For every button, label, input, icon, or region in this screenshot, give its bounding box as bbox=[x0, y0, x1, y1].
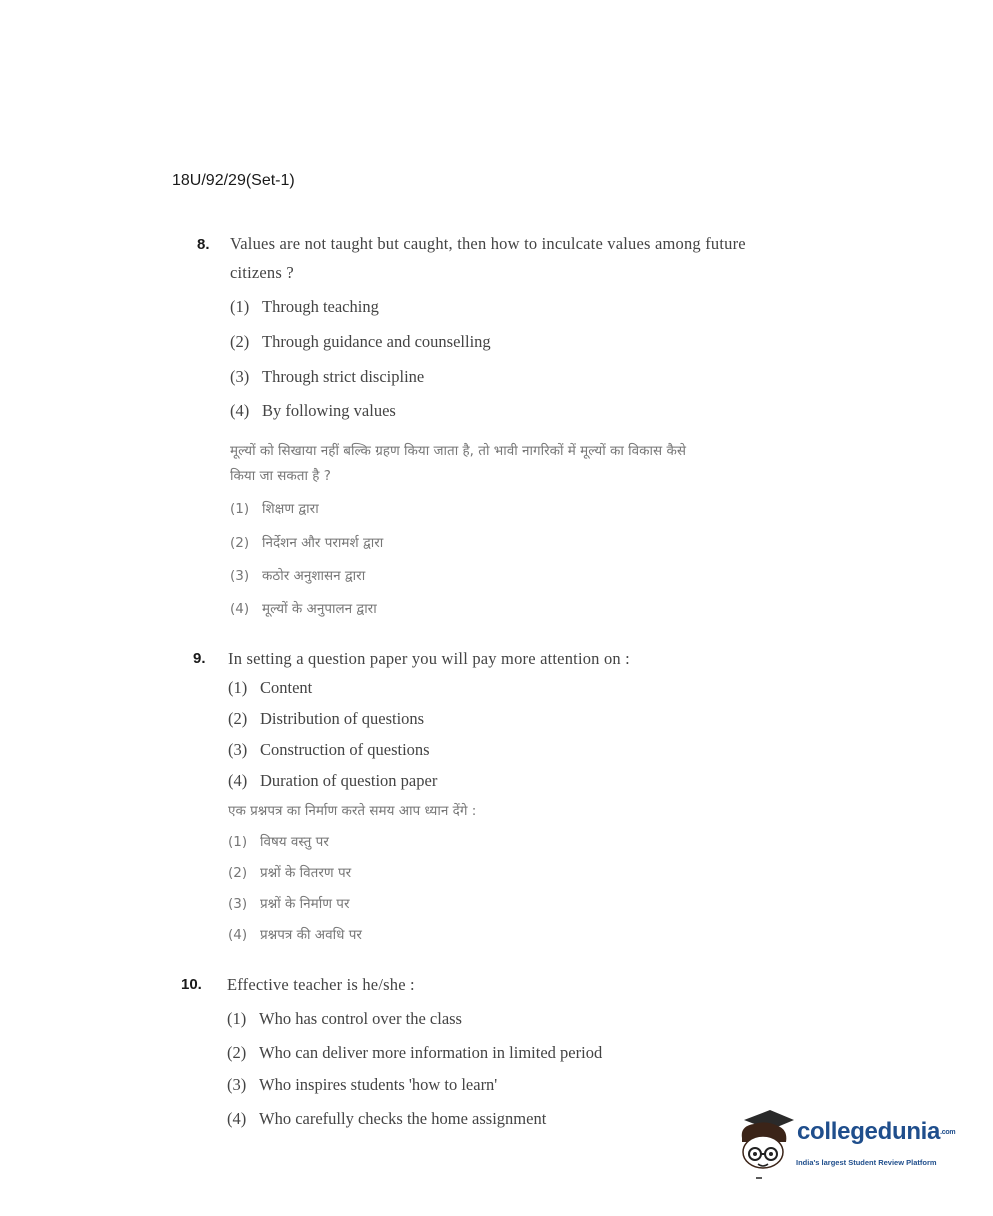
question-number: 9. bbox=[193, 650, 206, 667]
mascot-icon bbox=[736, 1108, 796, 1182]
option-text: विषय वस्तु पर bbox=[260, 834, 329, 850]
hindi-option bbox=[230, 499, 319, 517]
option bbox=[230, 332, 491, 352]
logo-brand: collegedunia bbox=[797, 1118, 941, 1145]
option bbox=[230, 297, 379, 317]
logo-wordmark bbox=[797, 1118, 955, 1146]
logo-tagline: India's largest Student Review Platform bbox=[796, 1158, 937, 1167]
option bbox=[227, 1009, 462, 1029]
option-text: Who carefully checks the home assignment bbox=[259, 1109, 547, 1128]
option-text: Who can deliver more information in limited period bbox=[259, 1043, 603, 1062]
option bbox=[227, 1075, 497, 1095]
hindi-question-line2: किया जा सकता है ? bbox=[230, 468, 331, 484]
option-number: (3) bbox=[228, 740, 248, 759]
question-text-line1: Effective teacher is he/she : bbox=[227, 975, 415, 994]
option-text: Content bbox=[260, 678, 313, 697]
question-text-line2: citizens ? bbox=[230, 263, 294, 282]
option-text: Through guidance and counselling bbox=[262, 332, 491, 351]
option-text: Through teaching bbox=[262, 297, 379, 316]
hindi-question-line1: एक प्रश्नपत्र का निर्माण करते समय आप ध्यान देंगे : bbox=[228, 803, 477, 819]
question-number: 10. bbox=[181, 976, 202, 993]
option-number: (1) bbox=[228, 678, 248, 697]
option bbox=[227, 1043, 602, 1063]
option-number: (4) bbox=[227, 1109, 247, 1128]
option-number: (2) bbox=[230, 332, 250, 351]
hindi-option bbox=[230, 566, 365, 584]
option-number: (4) bbox=[230, 401, 250, 420]
logo-suffix: .com bbox=[940, 1129, 956, 1137]
hindi-question-line1: मूल्यों को सिखाया नहीं बल्कि ग्रहण किया जाता है, तो भावी नागरिकों में मूल्यों का विकास कैसे bbox=[230, 443, 686, 459]
question-number: 8. bbox=[197, 236, 210, 253]
option-number: (4) bbox=[230, 601, 250, 617]
option bbox=[228, 771, 437, 791]
option bbox=[230, 367, 424, 387]
option-text: Who inspires students 'how to learn' bbox=[259, 1075, 498, 1094]
option-text: मूल्यों के अनुपालन द्वारा bbox=[262, 601, 377, 617]
option-text: By following values bbox=[262, 401, 396, 420]
question-text-line1: Values are not taught but caught, then how to inculcate values among future bbox=[230, 234, 746, 253]
option-number: (1) bbox=[227, 1009, 247, 1028]
option bbox=[228, 678, 312, 698]
option-number: (1) bbox=[230, 297, 250, 316]
paper-code: 18U/92/29(Set-1) bbox=[172, 172, 295, 189]
hindi-option bbox=[230, 599, 377, 617]
hindi-option bbox=[228, 863, 351, 881]
option-text: कठोर अनुशासन द्वारा bbox=[262, 568, 366, 584]
option-text: Construction of questions bbox=[260, 740, 430, 759]
option-number: (3) bbox=[228, 896, 248, 912]
option-text: शिक्षण द्वारा bbox=[262, 501, 319, 517]
question-text-line1: In setting a question paper you will pay more attention on : bbox=[228, 649, 630, 668]
option-text: Distribution of questions bbox=[260, 709, 425, 728]
option-text: प्रश्नों के वितरण पर bbox=[260, 865, 352, 881]
hindi-option bbox=[230, 533, 383, 551]
hindi-option bbox=[228, 832, 329, 850]
option-number: (2) bbox=[230, 535, 250, 551]
option-text: निर्देशन और परामर्श द्वारा bbox=[262, 535, 384, 551]
option-number: (2) bbox=[227, 1043, 247, 1062]
option bbox=[227, 1109, 546, 1129]
option-text: प्रश्नपत्र की अवधि पर bbox=[260, 927, 362, 943]
option-number: (4) bbox=[228, 927, 248, 943]
option bbox=[230, 401, 396, 421]
option-number: (3) bbox=[230, 568, 250, 584]
option-text: Duration of question paper bbox=[260, 771, 438, 790]
option-text: Through strict discipline bbox=[262, 367, 425, 386]
collegedunia-logo bbox=[736, 1108, 966, 1182]
option bbox=[228, 709, 424, 729]
option-number: (2) bbox=[228, 865, 248, 881]
option-number: (1) bbox=[228, 834, 248, 850]
option-number: (3) bbox=[230, 367, 250, 386]
hindi-option bbox=[228, 925, 362, 943]
option-text: प्रश्नों के निर्माण पर bbox=[260, 896, 350, 912]
option-number: (1) bbox=[230, 501, 250, 517]
option bbox=[228, 740, 430, 760]
option-number: (3) bbox=[227, 1075, 247, 1094]
option-text: Who has control over the class bbox=[259, 1009, 462, 1028]
option-number: (4) bbox=[228, 771, 248, 790]
hindi-option bbox=[228, 894, 349, 912]
option-number: (2) bbox=[228, 709, 248, 728]
